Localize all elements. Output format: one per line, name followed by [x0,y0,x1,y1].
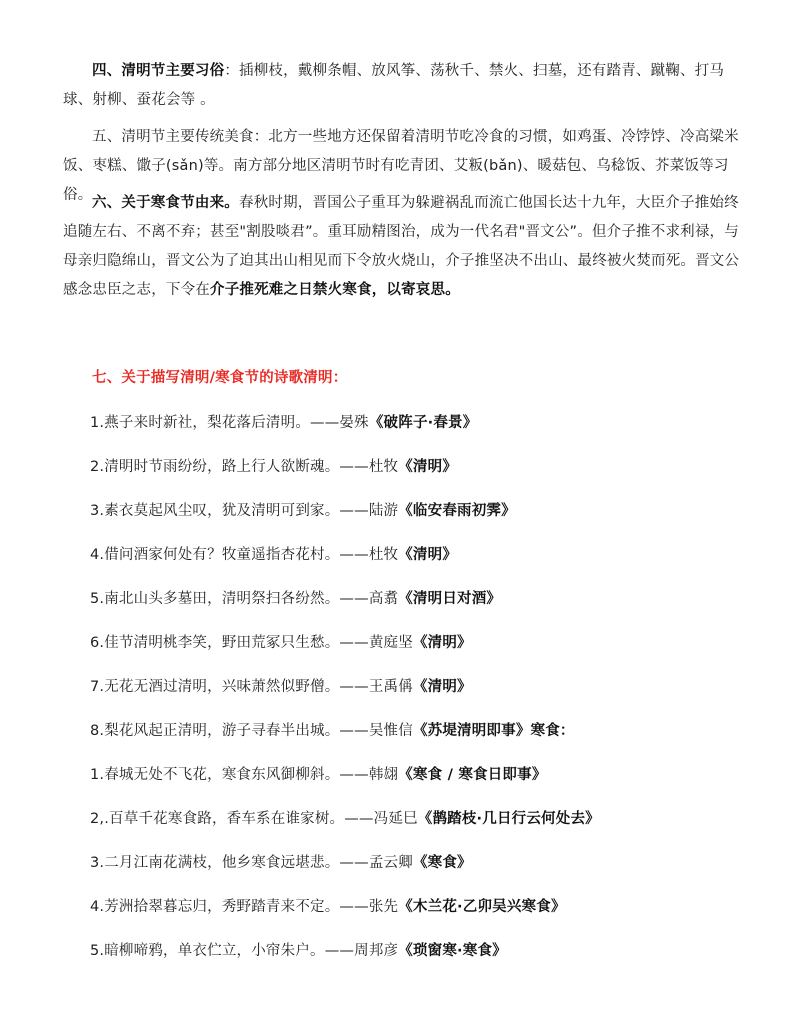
poem-title: 《清明》 [412,635,472,651]
poem-line: 3.素衣莫起风尘叹，犹及清明可到家。——陆游 [90,503,399,519]
poem-line: 4.借问酒家何处有？牧童遥指杏花村。——杜牧 [90,547,399,563]
section-title-poems: 七、关于描写清明/寒食节的诗歌清明： [92,370,348,386]
poem-item [90,626,600,670]
poem-line: 2,.百草千花寒食路，香车系在谁家树。——冯延巳 [90,811,418,827]
poem-line: 3.二月江南花满枝，他乡寒食远堪悲。——孟云卿 [90,855,413,871]
poem-item [90,758,600,802]
poem-title: 《寒食 / 寒食日即事》 [398,767,547,783]
poem-title: 《临安春雨初霁》 [398,503,516,519]
poem-item [90,802,600,846]
poem-line: 4.芳洲拾翠暮忘归，秀野踏青来不定。——张先 [90,899,399,915]
poem-title: 《清明》 [398,547,458,563]
poem-title: 《鹊踏枝·几日行云何处去》 [417,811,600,827]
paragraph-text-food: 五、清明节主要传统美食：北方一些地方还保留着清明节吃冷食的习惯，如鸡蛋、冷饽饽、冷高粱米饭、枣糕、馓子(sǎn)等。南方部分地区清明节时有吃青团、艾粄(bǎn)、暖菇包、乌稔饭、芥菜饭等习俗。 [63,129,739,203]
paragraph-heading-customs: 四、清明节主要习俗 [92,63,225,79]
poem-title: 《清明》 [412,679,472,695]
paragraph-text-hanshi: 春秋时期，晋国公子重耳为躲避祸乱而流亡他国长达十九年，大臣介子推始终追随左右、不离不弃；甚至"割股啖君”。重耳励精图治，成为一代名君"晋文公”。但介子推不求利禄，与母亲归隐绵山，晋文公为了迫其出山相见而下令放火烧山，介子推坚决不出山、最终被火焚而死。晋文公感念忠臣之志，下令在 [63,195,740,298]
poem-item [90,538,600,582]
poem-item [90,846,600,890]
poem-title: 《寒食》 [412,855,472,871]
poem-line: 1.春城无处不飞花，寒食东风御柳斜。——韩翃 [90,767,399,783]
poem-item [90,406,600,450]
poem-title: 《苏堤清明即事》寒食： [412,723,575,739]
paragraph-hanshi-origin [63,189,753,305]
poem-title: 《清明日对酒》 [398,591,502,607]
paragraph-ending-hanshi: 介子推死难之日禁火寒食，以寄哀思。 [210,282,460,298]
poem-line: 6.佳节清明桃李笑，野田荒冢只生愁。——黄庭坚 [90,635,413,651]
poem-line: 7.无花无酒过清明，兴味萧然似野僧。——王禹偁 [90,679,413,695]
poem-line: 1.燕子来时新社，梨花落后清明。——晏殊 [90,415,369,431]
poem-line: 2.清明时节雨纷纷，路上行人欲断魂。——杜牧 [90,459,399,475]
poem-title: 《破阵子·春景》 [368,415,478,431]
poem-item [90,494,600,538]
poem-item [90,934,600,978]
paragraph-heading-hanshi: 六、关于寒食节由来。 [92,195,239,211]
poem-item [90,450,600,494]
poem-title: 《清明》 [398,459,458,475]
poem-item [90,582,600,626]
poem-list [90,406,600,978]
poem-title: 《琐窗寒·寒食》 [398,943,507,959]
poem-line: 8.梨花风起正清明，游子寻春半出城。——吴惟信 [90,723,413,739]
poem-line: 5.暗柳啼鸦，单衣伫立，小帘朱户。——周邦彦 [90,943,399,959]
poem-title: 《木兰花·乙卯吴兴寒食》 [398,899,566,915]
paragraph-customs [63,57,753,115]
poem-item [90,890,600,934]
paragraph-text-customs: ：插柳枝，戴柳条帽、放风筝、荡秋千、禁火、扫墓，还有踏青、蹴鞠、打马球、射柳、蚕花会等 。 [63,63,725,108]
poem-line: 5.南北山头多墓田，清明祭扫各纷然。——高翥 [90,591,399,607]
poem-item [90,714,600,758]
poem-item [90,670,600,714]
